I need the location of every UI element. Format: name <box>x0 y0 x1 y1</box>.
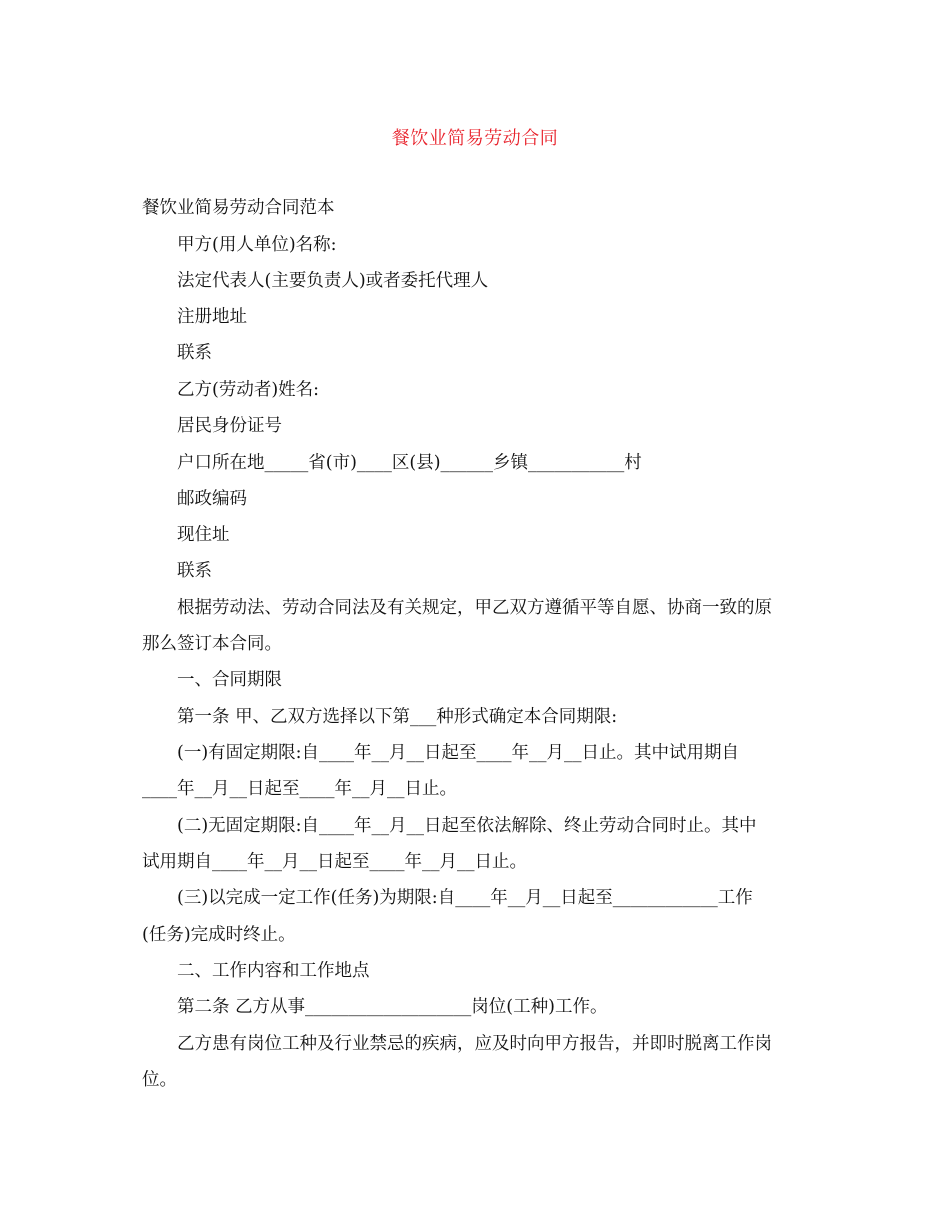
article-line: 第二条 乙方从事___________________岗位(工种)工作。 <box>177 997 608 1017</box>
party-a-name-line: 甲方(用人单位)名称: <box>177 235 337 255</box>
registered-address-line: 注册地址 <box>177 307 247 327</box>
paragraph-line: 那么签订本合同。 <box>142 634 282 654</box>
document-title: 餐饮业简易劳动合同 <box>391 128 559 149</box>
clause-line: 试用期自____年__月__日起至____年__月__日止。 <box>142 852 527 872</box>
paragraph-line: 根据劳动法、劳动合同法及有关规定，甲乙双方遵循平等自愿、协商一致的原 <box>177 598 772 618</box>
clause-line: ____年__月__日起至____年__月__日止。 <box>142 779 457 799</box>
id-number-line: 居民身份证号 <box>177 416 282 436</box>
section-heading: 一、合同期限 <box>177 670 282 690</box>
clause-line: (任务)完成时终止。 <box>142 925 296 945</box>
legal-representative-line: 法定代表人(主要负责人)或者委托代理人 <box>177 271 489 291</box>
contact-line: 联系 <box>177 343 212 363</box>
party-b-name-line: 乙方(劳动者)姓名: <box>177 380 320 400</box>
current-address-line: 现住址 <box>177 525 230 545</box>
paragraph-line: 位。 <box>142 1070 177 1090</box>
paragraph-line: 乙方患有岗位工种及行业禁忌的疾病，应及时向甲方报告，并即时脱离工作岗 <box>177 1034 772 1054</box>
clause-line: (三)以完成一定工作(任务)为期限:自____年__月__日起至____________工作 <box>177 888 753 908</box>
clause-line: (一)有固定期限:自____年__月__日起至____年__月__日止。其中试用期自 <box>177 743 740 763</box>
article-line: 第一条 甲、乙双方选择以下第___种形式确定本合同期限: <box>177 707 618 727</box>
section-heading: 二、工作内容和工作地点 <box>177 961 370 981</box>
contact-line-2: 联系 <box>177 561 212 581</box>
subtitle-line: 餐饮业简易劳动合同范本 <box>142 198 335 218</box>
household-registration-line: 户口所在地_____省(市)____区(县)______乡镇___________村 <box>177 453 642 473</box>
postal-code-line: 邮政编码 <box>177 489 247 509</box>
clause-line: (二)无固定期限:自____年__月__日起至依法解除、终止劳动合同时止。其中 <box>177 816 757 836</box>
